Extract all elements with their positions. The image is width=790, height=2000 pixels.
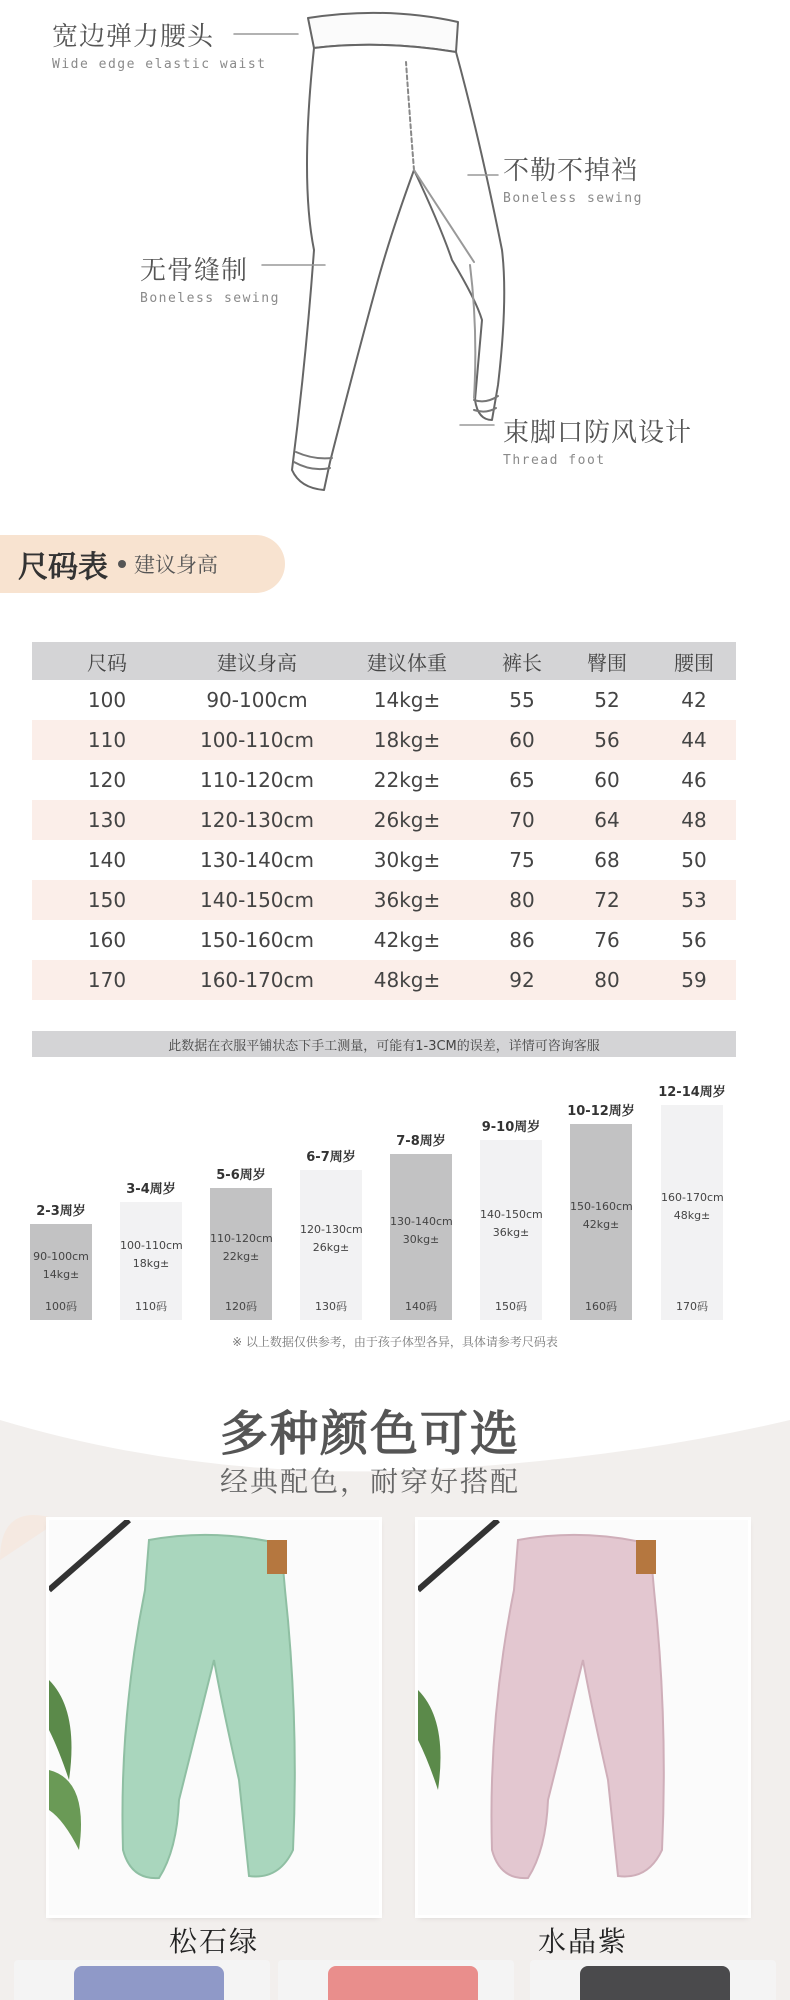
bar-weight: 14kg±	[42, 1268, 80, 1281]
table-row	[32, 920, 736, 960]
bar-height-range: 120-130cm	[300, 1223, 363, 1236]
age-label: 5-6周岁	[216, 1168, 266, 1183]
table-cell: 150	[87, 888, 127, 912]
callout-crotch-zh: 不勒不掉裆	[503, 156, 639, 186]
table-cell: 80	[594, 968, 620, 992]
table-cell: 86	[509, 928, 535, 952]
table-cell: 76	[594, 928, 620, 952]
table-cell: 48	[681, 808, 707, 832]
age-bar-column	[570, 1124, 632, 1320]
bar-height-range: 100-110cm	[120, 1239, 183, 1252]
size-chart-subtitle: 建议身高	[134, 553, 218, 577]
color-swatch-green[interactable]	[49, 1520, 379, 1915]
age-bar-column	[30, 1224, 92, 1320]
table-cell: 50	[681, 848, 707, 872]
table-cell: 80	[509, 888, 535, 912]
callout-seam	[140, 250, 280, 306]
age-label: 9-10周岁	[481, 1120, 541, 1135]
table-cell: 64	[594, 808, 620, 832]
table-header-cell: 尺码	[87, 650, 127, 675]
table-cell: 130	[87, 808, 127, 832]
table-cell: 130-140cm	[199, 848, 315, 872]
table-cell: 120-130cm	[199, 808, 315, 832]
color-options-section	[0, 1360, 790, 2000]
bar-size-code: 130码	[315, 1300, 347, 1313]
table-cell: 160-170cm	[199, 968, 315, 992]
bar-size-code: 150码	[495, 1300, 527, 1313]
table-cell: 160	[87, 928, 127, 952]
bar-height-range: 130-140cm	[390, 1215, 453, 1228]
age-bar	[210, 1164, 272, 1320]
callout-waistband-zh: 宽边弹力腰头	[52, 22, 215, 52]
table-cell: 110	[87, 728, 127, 752]
table-header-cell: 建议身高	[217, 650, 297, 675]
table-cell: 36kg±	[373, 888, 441, 912]
age-bar	[120, 1178, 182, 1320]
table-row	[32, 800, 736, 840]
table-cell: 18kg±	[373, 728, 441, 752]
age-size-chart	[0, 1060, 790, 1320]
table-cell: 56	[594, 728, 620, 752]
age-bar-column	[300, 1170, 362, 1320]
bar-height-range: 160-170cm	[661, 1190, 724, 1204]
bar-weight: 18kg±	[132, 1257, 170, 1270]
table-cell: 46	[681, 768, 707, 792]
table-header-row	[32, 642, 736, 680]
age-label: 2-3周岁	[36, 1204, 86, 1219]
age-bar-column	[480, 1140, 542, 1320]
colors-subtitle: 经典配色，耐穿好搭配	[219, 1465, 520, 1498]
table-cell: 100	[87, 688, 127, 712]
age-bar	[658, 1081, 726, 1320]
callout-waistband-en: Wide edge elastic waist	[52, 57, 267, 72]
size-table	[32, 642, 736, 1000]
table-cell: 92	[509, 968, 535, 992]
table-cell: 170	[87, 968, 127, 992]
table-row	[32, 880, 736, 920]
age-bar	[567, 1100, 635, 1320]
blue-pants-top	[74, 1966, 224, 2000]
table-cell: 26kg±	[373, 808, 441, 832]
green-pants-illustration	[49, 1520, 379, 1915]
table-cell: 14kg±	[373, 688, 441, 712]
colors-title: 多种颜色可选	[219, 1406, 520, 1462]
age-bar-column	[120, 1202, 182, 1320]
callout-waistband	[52, 16, 267, 72]
table-row	[32, 760, 736, 800]
age-label: 3-4周岁	[126, 1182, 176, 1197]
table-header-cell: 建议体重	[367, 650, 447, 675]
callout-cuff-en: Thread foot	[503, 453, 606, 468]
bar-weight: 42kg±	[582, 1218, 620, 1231]
table-row	[32, 720, 736, 760]
table-cell: 72	[594, 888, 620, 912]
bar-weight: 36kg±	[492, 1226, 530, 1239]
age-label: 10-12周岁	[567, 1104, 635, 1119]
table-cell: 56	[681, 928, 707, 952]
bar-size-code: 160码	[585, 1300, 617, 1313]
table-cell: 48kg±	[373, 968, 441, 992]
table-measurement-note: 此数据在衣服平铺状态下手工测量，可能有1-3CM的误差，详情可咨询客服	[32, 1031, 736, 1057]
table-header-cell: 裤长	[502, 650, 542, 675]
table-cell: 60	[594, 768, 620, 792]
age-bar	[390, 1130, 452, 1320]
pants-diagram	[0, 0, 790, 520]
black-pants-top	[580, 1966, 730, 2000]
bar-weight: 26kg±	[312, 1241, 350, 1254]
table-cell: 59	[681, 968, 707, 992]
color-name-purple: 水晶紫	[537, 1925, 628, 1958]
callout-seam-zh: 无骨缝制	[140, 256, 249, 286]
table-cell: 30kg±	[373, 848, 441, 872]
color-swatch-red-partial[interactable]	[278, 1960, 514, 2000]
age-label: 7-8周岁	[396, 1134, 446, 1149]
bar-height-range: 140-150cm	[480, 1208, 543, 1221]
age-bar	[30, 1200, 92, 1320]
table-row	[32, 960, 736, 1000]
bar-height-range: 110-120cm	[210, 1232, 273, 1245]
table-cell: 140	[87, 848, 127, 872]
table-header-cell: 腰围	[674, 650, 714, 675]
color-swatch-black-partial[interactable]	[530, 1960, 776, 2000]
bar-size-code: 110码	[135, 1300, 167, 1313]
bar-weight: 30kg±	[402, 1233, 440, 1246]
age-bar	[300, 1146, 362, 1320]
age-bar-column	[210, 1188, 272, 1320]
callout-crotch-en: Boneless sewing	[503, 191, 643, 206]
callout-cuff-zh: 束脚口防风设计	[503, 418, 693, 448]
red-pants-top	[328, 1966, 478, 2000]
table-cell: 110-120cm	[199, 768, 315, 792]
age-bar	[480, 1116, 542, 1320]
table-cell: 55	[509, 688, 535, 712]
bar-weight: 22kg±	[222, 1250, 260, 1263]
bullet-dot-icon	[118, 560, 126, 568]
table-cell: 70	[509, 808, 535, 832]
table-row	[32, 680, 736, 720]
table-cell: 90-100cm	[206, 688, 308, 712]
table-cell: 75	[509, 848, 535, 872]
bar-size-code: 120码	[225, 1300, 257, 1313]
age-label: 6-7周岁	[306, 1150, 356, 1165]
table-cell: 42kg±	[373, 928, 441, 952]
table-row	[32, 840, 736, 880]
table-cell: 140-150cm	[199, 888, 315, 912]
table-cell: 42	[681, 688, 707, 712]
table-cell: 22kg±	[373, 768, 441, 792]
table-cell: 44	[681, 728, 707, 752]
color-swatch-purple[interactable]	[418, 1520, 748, 1915]
table-cell: 60	[509, 728, 535, 752]
table-header-cell: 臀围	[587, 650, 627, 675]
purple-pants-illustration	[418, 1520, 748, 1915]
table-cell: 52	[594, 688, 620, 712]
size-chart-header	[0, 535, 285, 593]
table-cell: 65	[509, 768, 535, 792]
bar-height-range: 150-160cm	[570, 1200, 633, 1213]
bar-height-range: 90-100cm	[33, 1250, 89, 1263]
table-cell: 68	[594, 848, 620, 872]
table-cell: 53	[681, 888, 707, 912]
bar-size-code: 100码	[45, 1300, 77, 1313]
callout-seam-en: Boneless sewing	[140, 291, 280, 306]
table-cell: 100-110cm	[199, 728, 315, 752]
table-cell: 150-160cm	[199, 928, 315, 952]
table-cell: 120	[87, 768, 127, 792]
bar-weight: 48kg±	[673, 1208, 711, 1222]
bar-size-code: 140码	[405, 1300, 437, 1313]
color-swatch-blue-partial[interactable]	[14, 1960, 270, 2000]
size-chart-title: 尺码表	[18, 550, 108, 585]
age-bar-column	[390, 1154, 452, 1320]
age-label: 12-14周岁	[658, 1085, 726, 1100]
color-name-green: 松石绿	[168, 1925, 259, 1958]
age-bar-column	[661, 1105, 723, 1320]
callout-cuff	[503, 412, 692, 468]
bar-size-code: 170码	[676, 1300, 708, 1313]
callout-crotch	[503, 150, 643, 206]
age-chart-note: ※ 以上数据仅供参考，由于孩子体型各异，具体请参考尺码表	[232, 1335, 558, 1349]
